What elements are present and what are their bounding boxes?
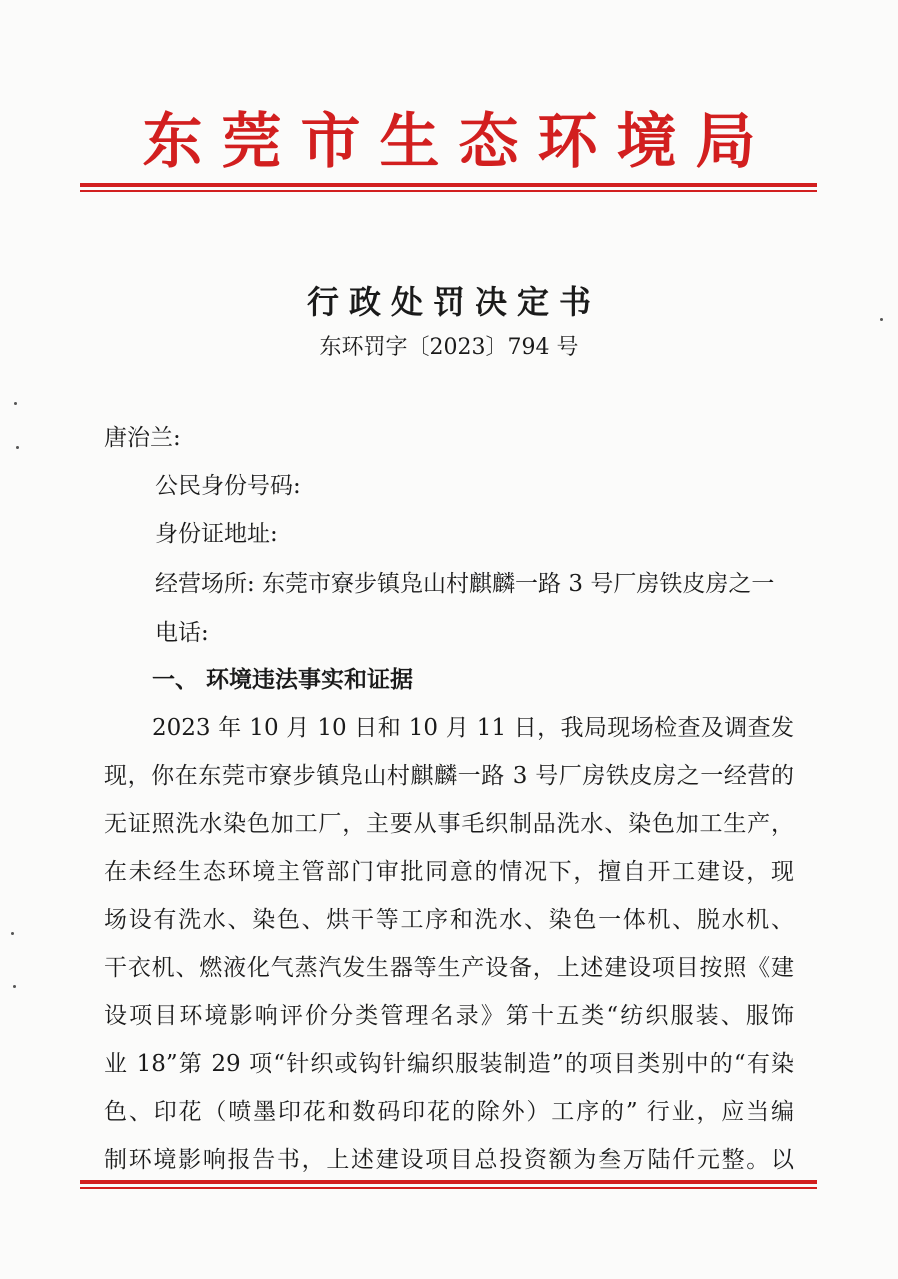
addressee: 唐治兰: [104,425,181,451]
paragraph-line: 干衣机、燃液化气蒸汽发生器等生产设备，上述建设项目按照《建 [104,955,794,981]
paragraph-line: 无证照洗水染色加工厂，主要从事毛织制品洗水、染色加工生产， [104,811,794,837]
footer-red-rule-thin [80,1187,817,1189]
business-premises-field: 经营场所: 东莞市寮步镇凫山村麒麟一路 3 号厂房铁皮房之一 [155,571,775,597]
scan-speck [16,446,19,449]
paragraph-line: 色、印花（喷墨印花和数码印花的除外）工序的” 行业，应当编 [104,1099,794,1125]
phone-field: 电话: [155,620,209,646]
paragraph-line: 设项目环境影响评价分类管理名录》第十五类“纺织服装、服饰 [104,1003,794,1029]
id-address-field: 身份证地址: [155,521,278,547]
scan-speck [11,932,14,935]
id-number-field: 公民身份号码: [155,473,301,499]
document-number: 东环罚字〔2023〕794 号 [319,335,579,360]
scan-speck [880,318,883,321]
paragraph-line: 制环境影响报告书，上述建设项目总投资额为叁万陆仟元整。以 [104,1147,794,1173]
paragraph-line: 2023 年 10 月 10 日和 10 月 11 日，我局现场检查及调查发 [152,715,794,741]
header-red-rule-thick [80,183,817,187]
paragraph-line: 业 18”第 29 项“针织或钩针编织服装制造”的项目类别中的“有染 [104,1051,794,1077]
document-title: 行政处罚决定书 [306,283,601,321]
footer-red-rule-thick [80,1180,817,1184]
agency-header: 东莞市生态环境局 [142,107,775,177]
facts-paragraph [104,710,794,1190]
paragraph-line: 现，你在东莞市寮步镇凫山村麒麟一路 3 号厂房铁皮房之一经营的 [104,763,794,789]
scan-speck [13,985,16,988]
paragraph-line: 场设有洗水、染色、烘干等工序和洗水、染色一体机、脱水机、 [104,907,794,933]
section-heading: 一、 环境违法事实和证据 [152,667,414,693]
header-red-rule-thin [80,190,817,192]
scan-speck [14,402,17,405]
paragraph-line: 在未经生态环境主管部门审批同意的情况下，擅自开工建设，现 [104,859,794,885]
